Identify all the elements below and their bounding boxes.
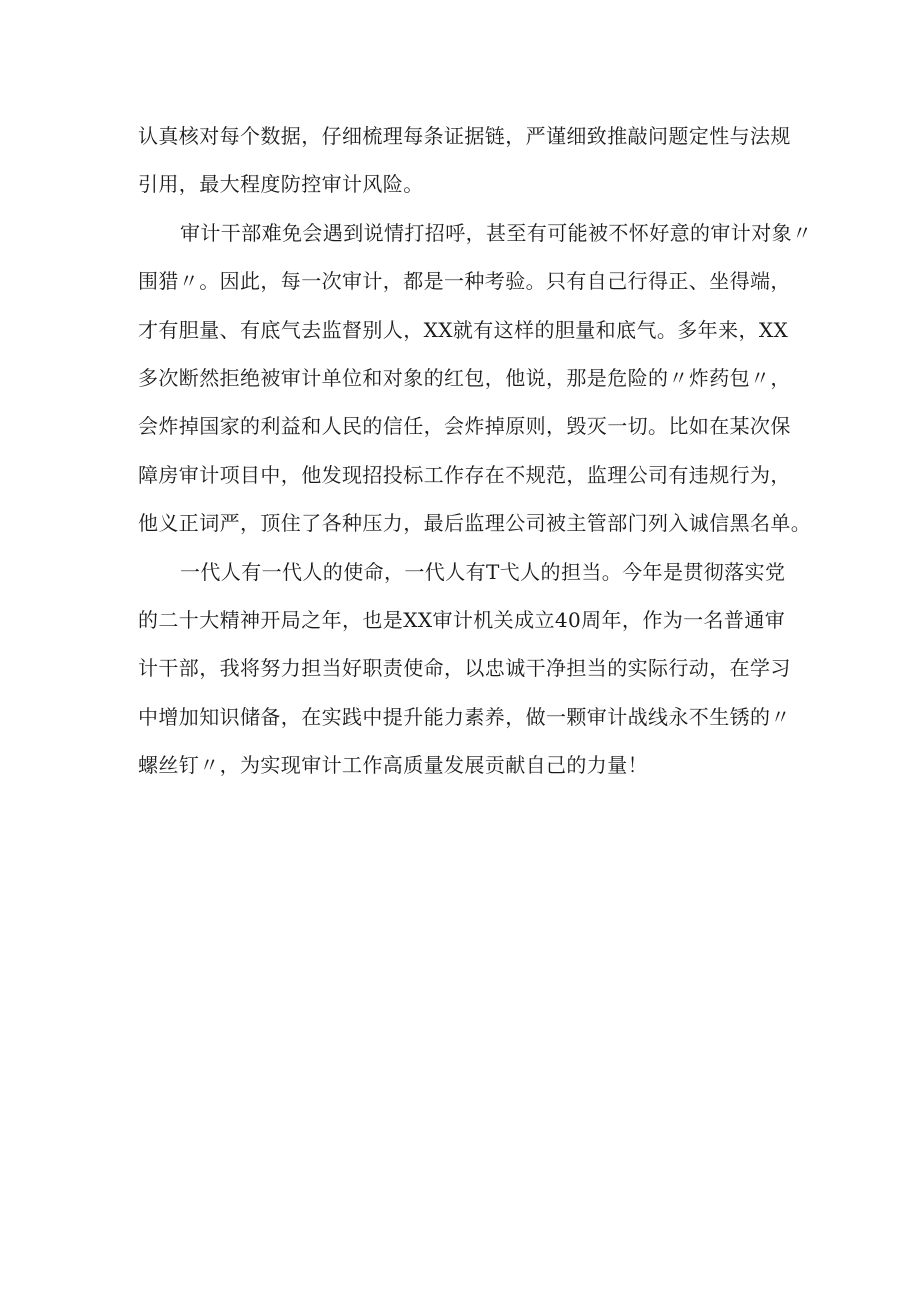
text-line: 多次断然拒绝被审计单位和对象的红包，他说，那是危险的〃炸药包〃， (138, 365, 791, 390)
text-line: 一代人有一代人的使命，一代人有T弋人的担当。今年是贯彻落实党 (180, 559, 786, 584)
text-line: 围猎〃。因此，每一次审计，都是一种考验。只有自己行得正、坐得端， (138, 269, 791, 294)
text-line: 中增加知识储备，在实践中提升能力素养，做一颗审计战线永不生锈的〃 (138, 704, 791, 729)
text-line: 螺丝钉〃，为实现审计工作高质量发展贡献自己的力量！ (138, 753, 648, 778)
text-line: 审计干部难免会遇到说情打招呼，甚至有可能被不怀好意的审计对象〃 (180, 220, 813, 245)
text-line: 的二十大精神开局之年，也是XX审计机关成立40周年，作为一名普通审 (138, 607, 786, 632)
text-line: 引用，最大程度防控审计风险。 (138, 172, 424, 197)
text-line: 障房审计项目中，他发现招投标工作存在不规范，监理公司有违规行为， (138, 462, 791, 487)
text-line: 才有胆量、有底气去监督别人，XX就有这样的胆量和底气。多年来，XX (138, 317, 789, 342)
text-line: 计干部，我将努力担当好职责使命，以忠诚干净担当的实际行动，在学习 (138, 656, 791, 681)
document-body (138, 112, 813, 789)
text-line: 认真核对每个数据，仔细梳理每条证据链，严谨细致推敲问题定性与法规 (138, 124, 791, 148)
text-line: 会炸掉国家的利益和人民的信任，会炸掉原则，毁灭一切。比如在某次保 (138, 414, 791, 439)
text-line: 他义正词严，顶住了各种压力，最后监理公司被主管部门列入诚信黑名单。 (138, 511, 812, 536)
